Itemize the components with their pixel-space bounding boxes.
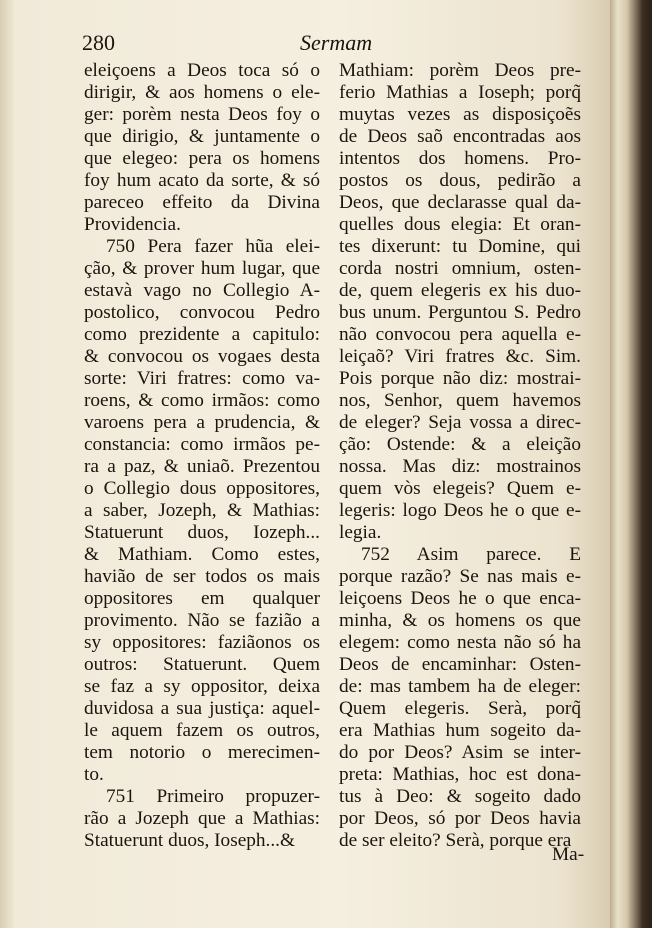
- text-line: de ser eleito? Serà, porque era: [339, 830, 572, 851]
- text-line: nos, Senhor, quem havemos: [339, 390, 581, 411]
- text-line: ferio Mathias a Ioseph; porq̃: [339, 82, 581, 103]
- text-line: tem notorio o merecimen-: [84, 742, 320, 763]
- text-line: tus à Deo: & sogeito dado: [339, 786, 581, 807]
- text-line: de, quem elegeris ex his duo-: [339, 280, 581, 301]
- text-line: 752 Asim parece. E: [361, 544, 581, 565]
- text-line: elegem: como nesta não só ha: [339, 632, 581, 653]
- text-line: duvidosa a sua justiça: aquel-: [84, 698, 320, 719]
- text-line: de: mas tambem ha de eleger:: [339, 676, 581, 697]
- text-line: 750 Pera fazer hũa elei-: [106, 236, 320, 257]
- text-line: dirigir, & aos homens o ele-: [84, 82, 320, 103]
- text-line: quelles dous elegia: Et oran-: [339, 214, 581, 235]
- text-line: Deos, que declarasse qual da-: [339, 192, 581, 213]
- text-line: foy hum acato da sorte, & só: [84, 170, 320, 191]
- text-line: & convocou os vogaes desta: [84, 346, 320, 367]
- page-number: 280: [82, 30, 115, 55]
- text-line: tes dixerunt: tu Domine, qui: [339, 236, 581, 257]
- text-line: Mathiam: porèm Deos pre-: [339, 60, 581, 81]
- text-line: minha, & os homens os que: [339, 610, 581, 631]
- text-line: muytas vezes as disposiçoẽs: [339, 104, 581, 125]
- text-line: Quem elegeris. Serà, porq̃: [339, 698, 581, 719]
- text-line: era Mathias hum sogeito da-: [339, 720, 581, 741]
- text-line: nossa. Mas diz: mostrainos: [339, 456, 581, 477]
- text-line: de Deos saõ encontradas aos: [339, 126, 581, 147]
- text-line: que elegeo: pera os homens: [84, 148, 320, 169]
- text-line: o Collegio dous oppositores,: [84, 478, 320, 499]
- text-line: sorte: Viri fratres: como va-: [84, 368, 320, 389]
- text-line: Statuerunt duos, Ioseph...&: [84, 830, 296, 851]
- text-line: se faz a sy oppositor, deixa: [84, 676, 320, 697]
- text-line: postolico, convocou Pedro: [84, 302, 320, 323]
- page-gutter-left: [0, 0, 14, 928]
- text-line: ção: Ostende: & a eleição: [339, 434, 581, 455]
- book-edge-right: [610, 0, 652, 928]
- text-line: eleiçoens a Deos toca só o: [84, 60, 320, 81]
- text-line: roens, & como irmãos: como: [84, 390, 320, 411]
- text-line: varoens pera a prudencia, &: [84, 412, 320, 433]
- text-line: sy oppositores: faziãonos os: [84, 632, 320, 653]
- text-line: estavà vago no Collegio A-: [84, 280, 320, 301]
- text-line: provimento. Não se fazião a: [84, 610, 320, 631]
- text-line: outros: Statuerunt. Quem: [84, 654, 320, 675]
- text-line: legeris: logo Deos he o que e-: [339, 500, 581, 521]
- text-line: Pois porque não diz: mostrai-: [339, 368, 581, 389]
- text-line: pareceo effeito da Divina: [84, 192, 320, 213]
- text-line: que dirigio, & juntamente o: [84, 126, 320, 147]
- text-line: intentos dos homens. Pro-: [339, 148, 581, 169]
- text-line: oppositores em qualquer: [84, 588, 320, 609]
- text-line: leiçoens Deos he o que enca-: [339, 588, 581, 609]
- text-line: não convocou pera aquella e-: [339, 324, 581, 345]
- text-line: ção, & prover hum lugar, que: [84, 258, 320, 279]
- text-line: havião de ser todos os mais: [84, 566, 320, 587]
- text-line: corda nostri omnium, osten-: [339, 258, 581, 279]
- text-line: preta: Mathias, hoc est dona-: [339, 764, 581, 785]
- text-line: leiçaõ? Viri fratres &c. Sim.: [339, 346, 581, 367]
- text-line: & Mathiam. Como estes,: [84, 544, 320, 565]
- text-line: 751 Primeiro propuzer-: [106, 786, 320, 807]
- right-column: [339, 60, 581, 852]
- text-line: por Deos, só por Deos havia: [339, 808, 581, 829]
- left-column: [84, 60, 320, 852]
- text-line: postos os dous, pedirão a: [339, 170, 581, 191]
- text-line: porque razão? Se nas mais e-: [339, 566, 581, 587]
- catchword: Ma-: [552, 844, 585, 865]
- text-line: le aquem fazem os outros,: [84, 720, 320, 741]
- text-line: como prezidente a capitulo:: [84, 324, 320, 345]
- text-line: de eleger? Seja vossa a direc-: [339, 412, 581, 433]
- running-head: Sermam: [300, 30, 373, 55]
- text-line: constancia: como irmãos pe-: [84, 434, 320, 455]
- text-line: Providencia.: [84, 214, 181, 235]
- text-line: quem vòs elegeis? Quem e-: [339, 478, 581, 499]
- text-line: ger: porèm nesta Deos foy o: [84, 104, 320, 125]
- text-line: to.: [84, 764, 104, 785]
- text-line: bus unum. Perguntou S. Pedro: [339, 302, 581, 323]
- text-line: rão a Jozeph que a Mathias:: [84, 808, 320, 829]
- text-line: ra a paz, & uniaõ. Prezentou: [84, 456, 320, 477]
- text-line: Deos de encaminhar: Osten-: [339, 654, 581, 675]
- text-line: legia.: [339, 522, 382, 543]
- text-line: a saber, Jozeph, & Mathias:: [84, 500, 320, 521]
- text-line: Statuerunt duos, Iozeph...: [84, 522, 320, 543]
- text-line: do por Deos? Asim se inter-: [339, 742, 581, 763]
